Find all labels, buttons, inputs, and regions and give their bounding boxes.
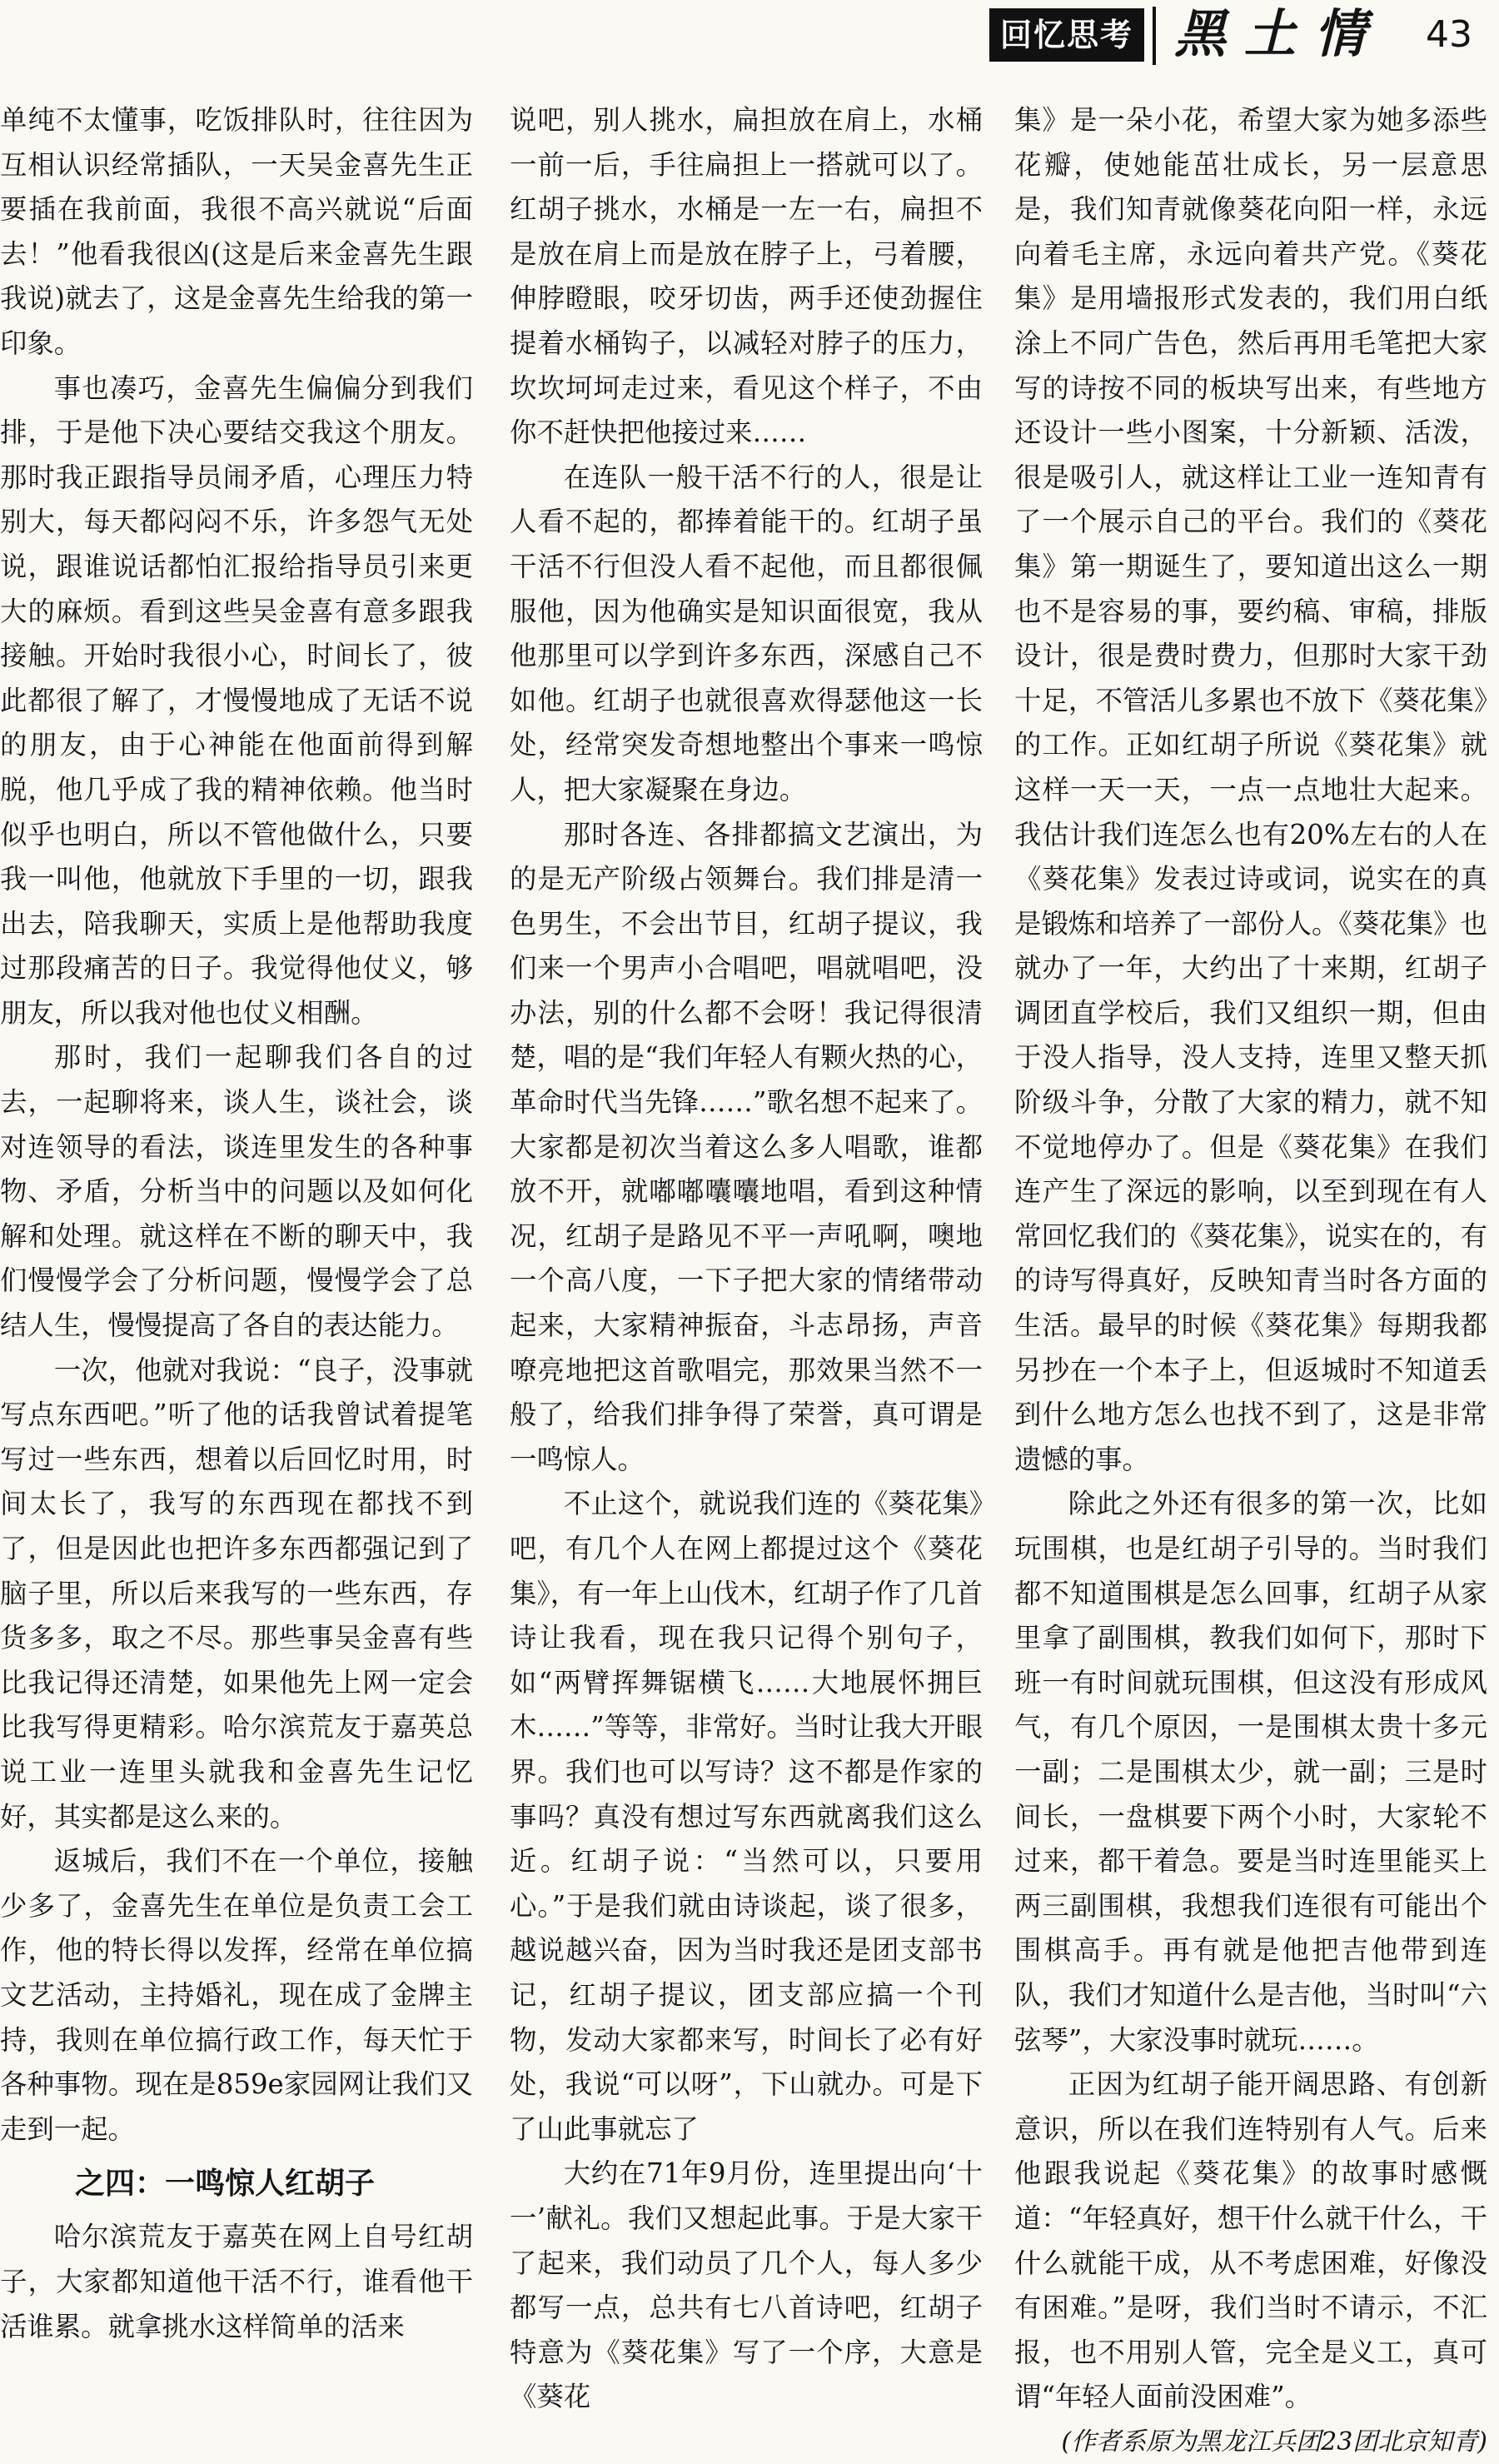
- paragraph: 不止这个，就说我们连的《葵花集》吧，有几个人在网上都提过这个《葵花集》，有一年上山伐木，红胡子作了几首诗让我看，现在我只记得个别句子，如“两臂挥舞锯横飞……大地展怀拥巨木……”等等，非常好。当时让我大开眼界。我们也可以写诗？这不都是作家的事吗？真没有想过写东西就离我们这么近。红胡子说：“当然可以，只要用心。”于是我们就由诗谈起，谈了很多，越说越兴奋，因为当时我还是团支部书记，红胡子提议，团支部应搞一个刊物，发动大家都来写，时间长了必有好处，我说“可以呀”，下山就办。可是下了山此事就忘了: [510, 1488, 983, 2145]
- paragraph: 正因为红胡子能开阔思路、有创新意识，所以在我们连特别有人气。后来他跟我说起《葵花集》的故事时感慨道：“年轻真好，想干什么就干什么，干什么就能干成，从不考虑困难，好像没有困难。”是呀，我们当时不请示，不汇报，也不用别人管，完全是义工，真可谓“年轻人面前没困难”。: [1014, 2068, 1487, 2413]
- section-heading: 之四：一鸣惊人红胡子: [75, 2167, 376, 2202]
- paragraph: 一次，他就对我说：“良子，没事就写点东西吧。”听了他的话我曾试着提笔写过一些东西，想着以后回忆时用，时间太长了，我写的东西现在都找不到了，但是因此也把许多东西都强记到了脑子里，所以后来我写的一些东西，存货多多，取之不尽。那些事吴金喜有些比我记得还清楚，如果他先上网一定会比我写得更精彩。哈尔滨荒友于嘉英总说工业一连里头就我和金喜先生记忆好，其实都是这么来的。: [0, 1354, 473, 1833]
- magazine-brand: 黑土情: [1174, 3, 1385, 64]
- page-number: 43: [1426, 13, 1472, 56]
- column-2: [510, 98, 983, 2420]
- column-3: [1014, 98, 1487, 2464]
- paragraph: 除此之外还有很多的第一次，比如玩围棋，也是红胡子引导的。当时我们都不知道围棋是怎么回事，红胡子从家里拿了副围棋，教我们如何下，那时下班一有时间就玩围棋，但这没有形成风气，有几个原因，一是围棋太贵十多元一副；二是围棋太少，就一副；三是时间长，一盘棋要下两个小时，大家轮不过来，都干着急。要是当时连里能买上两三副围棋，我想我们连很有可能出个围棋高手。再有就是他把吉他带到连队，我们才知道什么是吉他，当时叫“六弦琴”，大家没事时就玩……。: [1014, 1488, 1487, 2056]
- paragraph: 那时各连、各排都搞文艺演出，为的是无产阶级占领舞台。我们排是清一色男生，不会出节目，红胡子提议，我们来一个男声小合唱吧，唱就唱吧，没办法，别的什么都不会呀！我记得很清楚，唱的是“我们年轻人有颗火热的心，革命时代当先锋……”歌名想不起来了。大家都是初次当着这么多人唱歌，谁都放不开，就嘟嘟囔囔地唱，看到这种情况，红胡子是路见不平一声吼啊，噢地一个高八度，一下子把大家的情绪带动起来，大家精神振奋，斗志昂扬，声音嘹亮地把这首歌唱完，那效果当然不一般了，给我们排争得了荣誉，真可谓是一鸣惊人。: [510, 818, 983, 1475]
- paragraph: 事也凑巧，金喜先生偏偏分到我们排，于是他下决心要结交我这个朋友。那时我正跟指导员闹矛盾，心理压力特别大，每天都闷闷不乐，许多怨气无处说，跟谁说话都怕汇报给指导员引来更大的麻烦。看到这些吴金喜有意多跟我接触。开始时我很小心，时间长了，彼此都很了解了，才慢慢地成了无话不说的朋友，由于心神能在他面前得到解脱，他几乎成了我的精神依赖。他当时似乎也明白，所以不管他做什么，只要我一叫他，他就放下手里的一切，跟我出去，陪我聊天，实质上是他帮助我度过那段痛苦的日子。我觉得他仗义，够朋友，所以我对他也仗义相酬。: [0, 372, 473, 1029]
- header-divider: [1153, 7, 1156, 65]
- paragraph: 返城后，我们不在一个单位，接触少多了，金喜先生在单位是负责工会工作，他的特长得以发挥，经常在单位搞文艺活动，主持婚礼，现在成了金牌主持，我则在单位搞行政工作，每天忙于各种事物。现在是859e家园网让我们又走到一起。: [0, 1845, 473, 2145]
- paragraph: 单纯不太懂事，吃饭排队时，往往因为互相认识经常插队，一天吴金喜先生正要插在我前面，我很不高兴就说“后面去！”他看我很凶(这是后来金喜先生跟我说)就去了，这是金喜先生给我的第一印象。: [0, 104, 473, 359]
- author-byline: (作者系原为黑龙江兵团23团北京知青): [1061, 2427, 1487, 2457]
- section-tag: 回忆思考: [989, 8, 1144, 62]
- paragraph: 哈尔滨荒友于嘉英在网上自号红胡子，大家都知道他干活不行，谁看他干活谁累。就拿挑水这样简单的活来: [0, 2221, 473, 2342]
- paragraph: 说吧，别人挑水，扁担放在肩上，水桶一前一后，手往扁担上一搭就可以了。红胡子挑水，水桶是一左一右，扁担不是放在肩上而是放在脖子上，弓着腰，伸脖瞪眼，咬牙切齿，两手还使劲握住提着水桶钩子，以减轻对脖子的压力，坎坎坷坷走过来，看见这个样子，不由你不赶快把他接过来……: [510, 104, 983, 449]
- paragraph: 在连队一般干活不行的人，很是让人看不起的，都捧着能干的。红胡子虽干活不行但没人看不起他，而且都很佩服他，因为他确实是知识面很宽，我从他那里可以学到许多东西，深感自己不如他。红胡子也就很喜欢得瑟他这一长处，经常突发奇想地整出个事来一鸣惊人，把大家凝聚在身边。: [510, 461, 983, 806]
- column-1: [0, 98, 473, 2349]
- paragraph: 大约在71年9月份，连里提出向‘十一’献礼。我们又想起此事。于是大家干了起来，我们动员了几个人，每人多少都写一点，总共有七八首诗吧，红胡子特意为《葵花集》写了一个序，大意是《葵花: [510, 2157, 983, 2413]
- page-header: [0, 0, 1499, 72]
- paragraph: 集》是一朵小花，希望大家为她多添些花瓣，使她能茁壮成长，另一层意思是，我们知青就像葵花向阳一样，永远向着毛主席，永远向着共产党。《葵花集》是用墙报形式发表的，我们用白纸涂上不同广告色，然后再用毛笔把大家写的诗按不同的板块写出来，有些地方还设计一些小图案，十分新颖、活泼，很是吸引人，就这样让工业一连知青有了一个展示自己的平台。我们的《葵花集》第一期诞生了，要知道出这么一期也不是容易的事，要约稿、审稿，排版设计，很是费时费力，但那时大家干劲十足，不管活儿多累也不放下《葵花集》的工作。正如红胡子所说《葵花集》就这样一天一天，一点一点地壮大起来。我估计我们连怎么也有20%左右的人在《葵花集》发表过诗或词，说实在的真是锻炼和培养了一部份人。《葵花集》也就办了一年，大约出了十来期，红胡子调团直学校后，我们又组织一期，但由于没人指导，没人支持，连里又整天抓阶级斗争，分散了大家的精力，就不知不觉地停办了。但是《葵花集》在我们连产生了深远的影响，以至到现在有人常回忆我们的《葵花集》，说实在的，有的诗写得真好，反映知青当时各方面的生活。最早的时候《葵花集》每期我都另抄在一个本子上，但返城时不知道丢到什么地方怎么也找不到了，这是非常遗憾的事。: [1014, 104, 1487, 1475]
- paragraph: 那时，我们一起聊我们各自的过去，一起聊将来，谈人生，谈社会，谈对连领导的看法，谈连里发生的各种事物、矛盾，分析当中的问题以及如何化解和处理。就这样在不断的聊天中，我们慢慢学会了分析问题，慢慢学会了总结人生，慢慢提高了各自的表达能力。: [0, 1041, 473, 1342]
